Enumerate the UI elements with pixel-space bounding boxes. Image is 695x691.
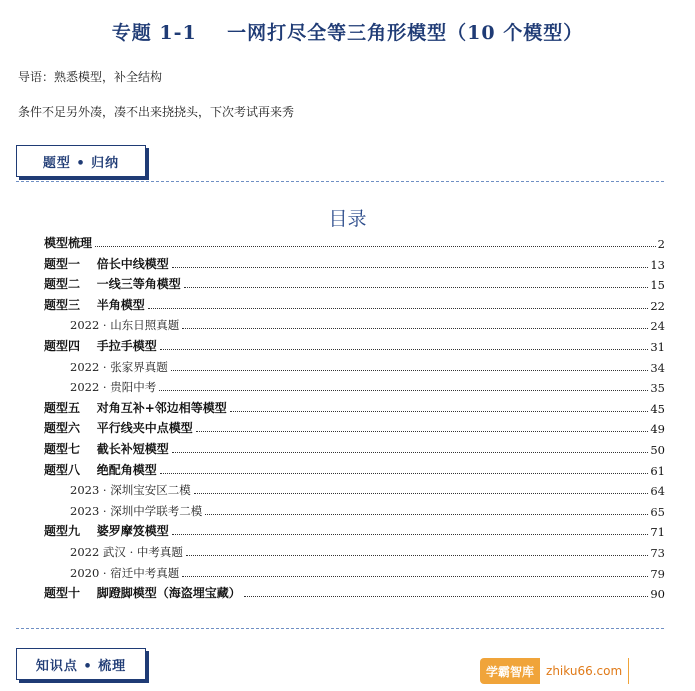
toc-entry-page: 31 <box>650 340 665 354</box>
toc-leader-dots <box>205 514 648 515</box>
toc-entry-label: 题型九 婆罗摩笈模型 <box>44 524 169 539</box>
toc-entry-label: 题型五 对角互补+邻边相等模型 <box>44 400 227 415</box>
toc-entry-page: 73 <box>650 546 665 560</box>
toc-entry-label: 题型四 手拉手模型 <box>44 339 157 353</box>
toc-leader-dots <box>184 287 649 288</box>
toc-entry-label: 题型三 半角模型 <box>44 297 145 312</box>
toc-leader-dots <box>172 534 649 535</box>
toc-leader-dots <box>194 493 649 494</box>
toc-entry-page: 79 <box>650 566 665 581</box>
toc-entry-label: 题型七 截长补短模型 <box>44 442 169 456</box>
toc-entry-page: 15 <box>650 278 665 293</box>
toc-leader-dots <box>172 267 649 268</box>
toc-entry-page: 22 <box>650 298 665 313</box>
toc-entry[interactable] <box>0 233 695 251</box>
toc-leader-dots <box>196 431 649 432</box>
toc-entry[interactable] <box>0 542 695 560</box>
toc-entry-page: 2 <box>657 237 665 251</box>
toc-leader-dots <box>95 246 656 247</box>
toc-entry-page: 34 <box>650 360 665 375</box>
toc-entry-label: 2022 · 张家界真题 <box>70 359 168 374</box>
toc-entry-label: 2023 · 深圳中学联考二模 <box>70 503 203 518</box>
toc-entry-label: 2023 · 深圳宝安区二模 <box>70 483 191 498</box>
toc-entry-page: 49 <box>650 422 665 437</box>
toc-entry-label: 题型六 平行线夹中点模型 <box>44 421 193 436</box>
toc-entry-label: 模型梳理 <box>44 236 93 250</box>
toc-leader-dots <box>159 390 648 391</box>
toc-entry[interactable] <box>0 377 695 395</box>
toc-entry-page: 64 <box>650 484 665 499</box>
toc-entry-page: 35 <box>650 381 665 396</box>
toc-entry[interactable] <box>0 521 695 539</box>
site-watermark <box>480 658 682 684</box>
section-divider-top <box>16 181 664 182</box>
toc-leader-dots <box>160 473 649 474</box>
toc-leader-dots <box>182 328 648 329</box>
intro-line-1: 导语：熟悉模型，补全结构 <box>18 70 163 84</box>
toc-entry[interactable] <box>0 274 695 292</box>
section-tab-knowledge-summary: 知识点 • 梳理 <box>16 648 146 680</box>
toc-leader-dots <box>230 411 649 412</box>
toc-entry[interactable] <box>0 501 695 519</box>
toc-leader-dots <box>182 576 648 577</box>
section-tab-types-summary: 题型 • 归纳 <box>16 145 146 177</box>
watermark-site: zhiku66.com <box>540 658 629 684</box>
toc-leader-dots <box>148 308 649 309</box>
toc-entry[interactable] <box>0 418 695 436</box>
toc-entry-label: 2022 武汉 · 中考真题 <box>70 545 183 559</box>
toc-entry-label: 2020 · 宿迁中考真题 <box>70 565 180 580</box>
document-title: 专题 1-1 一网打尽全等三角形模型（10 个模型） <box>111 22 584 44</box>
toc-entry[interactable] <box>0 583 695 601</box>
toc-entry-page: 71 <box>650 525 665 540</box>
toc-entry[interactable] <box>0 480 695 498</box>
toc-entry[interactable] <box>0 254 695 272</box>
toc-leader-dots <box>186 555 648 556</box>
toc-entry-label: 题型二 一线三等角模型 <box>44 277 181 292</box>
intro-line-2: 条件不足另外凑，凑不出来挠挠头，下次考试再来秀 <box>18 105 295 119</box>
toc-entry-page: 50 <box>650 443 665 457</box>
toc-entry-page: 65 <box>650 504 665 519</box>
toc-entry-label: 题型八 绝配角模型 <box>44 462 157 477</box>
watermark-brand: 学霸智库 <box>480 658 540 684</box>
toc-entry[interactable] <box>0 460 695 478</box>
section-divider-bottom <box>16 628 664 629</box>
toc-entry[interactable] <box>0 439 695 457</box>
toc-entry-page: 24 <box>650 319 665 334</box>
toc-entry-label: 2022 · 贵阳中考 <box>70 380 157 395</box>
toc-entry[interactable] <box>0 398 695 416</box>
toc-leader-dots <box>172 452 649 453</box>
toc-leader-dots <box>244 596 649 597</box>
toc-entry-page: 61 <box>650 463 665 478</box>
toc-entry-label: 题型一 倍长中线模型 <box>44 256 169 271</box>
toc-entry[interactable] <box>0 336 695 354</box>
toc-entry[interactable] <box>0 315 695 333</box>
toc-entry-page: 45 <box>650 401 665 416</box>
toc-entry-label: 2022 · 山东日照真题 <box>70 318 180 333</box>
toc-entry-label: 题型十 脚蹬脚模型（海盗埋宝藏） <box>44 586 241 601</box>
toc-entry-page: 90 <box>650 587 665 602</box>
toc-leader-dots <box>171 370 649 371</box>
toc-heading: 目录 <box>328 208 367 230</box>
toc-entry[interactable] <box>0 563 695 581</box>
toc-entry[interactable] <box>0 357 695 375</box>
toc-entry-page: 13 <box>650 257 665 272</box>
toc-leader-dots <box>160 349 649 350</box>
toc-entry[interactable] <box>0 295 695 313</box>
